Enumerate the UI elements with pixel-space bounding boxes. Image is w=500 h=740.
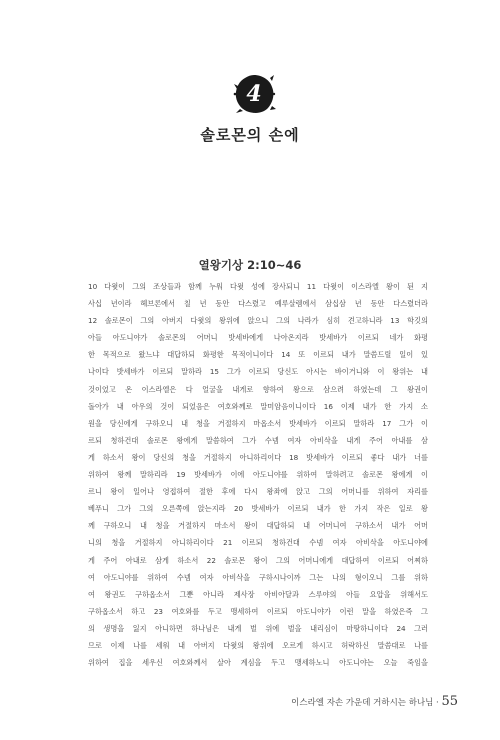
- text-line: 게 하소서 왕이 당신의 청을 거절하지 아니하리이다 18 밧세바가 이르되 좋다 내가 너를: [88, 452, 428, 462]
- page-number: 55: [441, 694, 458, 709]
- scripture-reference: 열왕기상 2:10~46: [198, 258, 302, 272]
- text-line: 것이었고 온 이스라엘은 다 얼굴을 내게로 향하여 왕으로 삼으려 하였는데 그 왕권이: [88, 384, 428, 394]
- chapter-number: 4: [246, 81, 262, 107]
- text-line: 나이다 밧세바가 이르되 말하라 15 그가 이르되 당신도 아시는 바이거니와 이 왕위는 내: [88, 367, 428, 377]
- text-line: 르되 청하건대 솔로몬 왕에게 말씀하여 그가 수넴 여자 아비삭을 내게 주어 아내를 삼: [88, 435, 428, 445]
- text-line: 니의 청을 거절하지 아니하리이다 21 이르되 청하건대 수넴 여자 아비삭을 아도니야에: [88, 538, 428, 548]
- text-line: 르니 왕이 일어나 영접하여 절한 후에 다시 왕좌에 앉고 그의 어머니를 위하여 자리를: [88, 487, 428, 497]
- scripture-text: [88, 278, 428, 671]
- running-title: 이스라엘 자손 가운데 거하시는 하나님: [291, 698, 434, 708]
- chapter-title: 솔로몬의 손에: [200, 126, 300, 144]
- text-line: 위하여 왕께 말하리라 19 밧세바가 이에 아도니야를 위하여 말하려고 솔로몬 왕에게 이: [88, 470, 428, 480]
- text-line: 위하여 집을 세우신 여호와께서 살아 계심을 두고 맹세하노니 아도니야는 오늘 죽임을: [88, 658, 428, 668]
- text-line: 께 구하오니 내 청을 거절하지 마소서 왕이 대답하되 내 어머니여 구하소서 내가 어머: [88, 521, 428, 531]
- text-line: 10 다윗이 그의 조상들과 함께 누워 다윗 성에 장사되니 11 다윗이 이스라엘 왕이 된 지: [88, 282, 428, 291]
- text-line: 게 주어 아내로 삼게 하소서 22 솔로몬 왕이 그의 어머니에게 대답하여 이르되 어찌하: [88, 555, 428, 565]
- text-line: 한 목적으로 왔느냐 대답하되 화평한 목적이니이다 14 또 이르되 내가 말씀드릴 일이 있: [88, 350, 428, 360]
- page-footer: [291, 694, 458, 709]
- footer-separator: ·: [436, 698, 439, 708]
- text-line: 원을 당신에게 구하오니 내 청을 거절하지 마옵소서 밧세바가 이르되 말하라 17 그가 이: [88, 418, 428, 428]
- text-line: 여 아도니야를 위하여 수넴 여자 아비삭을 구하시나이까 그는 나의 형이오니 그를 위하: [88, 572, 428, 582]
- text-line: 므로 이제 나를 세워 내 아버지 다윗의 왕위에 오르게 하시고 허락하신 말씀대로 나를: [88, 640, 428, 650]
- text-line: 여 왕권도 구하옵소서 그뿐 아니라 제사장 아비아달과 스루야의 아들 요압을 위해서도: [88, 589, 428, 599]
- text-line: 베푸니 그가 그의 오른쪽에 앉는지라 20 밧세바가 이르되 내가 한 가지 작은 일로 왕: [88, 504, 428, 514]
- text-line: 돌아가 내 아우의 것이 되었음은 여호와께로 말미암음이니이다 16 이제 내가 한 가지 소: [88, 401, 428, 411]
- chapter-badge: [232, 72, 276, 116]
- text-line: 사십 년이라 헤브론에서 칠 년 동안 다스렸고 예루살렘에서 삼십삼 년 동안 다스렸더라: [88, 299, 428, 309]
- text-line: 구하옵소서 하고 23 여호와를 두고 맹세하여 이르되 아도니야가 이런 말을 하였은즉 그: [88, 606, 428, 616]
- text-line: 의 생명을 잃지 아니하면 하나님은 내게 벌 위에 벌을 내리심이 마땅하니이다 24 그러: [88, 623, 428, 633]
- text-line: 12 솔로몬이 그의 아버지 다윗의 왕위에 앉으니 그의 나라가 심히 견고하니라 13 학깃의: [88, 316, 428, 326]
- text-line: 아들 아도니야가 솔로몬의 어머니 밧세바에게 나아온지라 밧세바가 이르되 네가 화평: [88, 333, 428, 343]
